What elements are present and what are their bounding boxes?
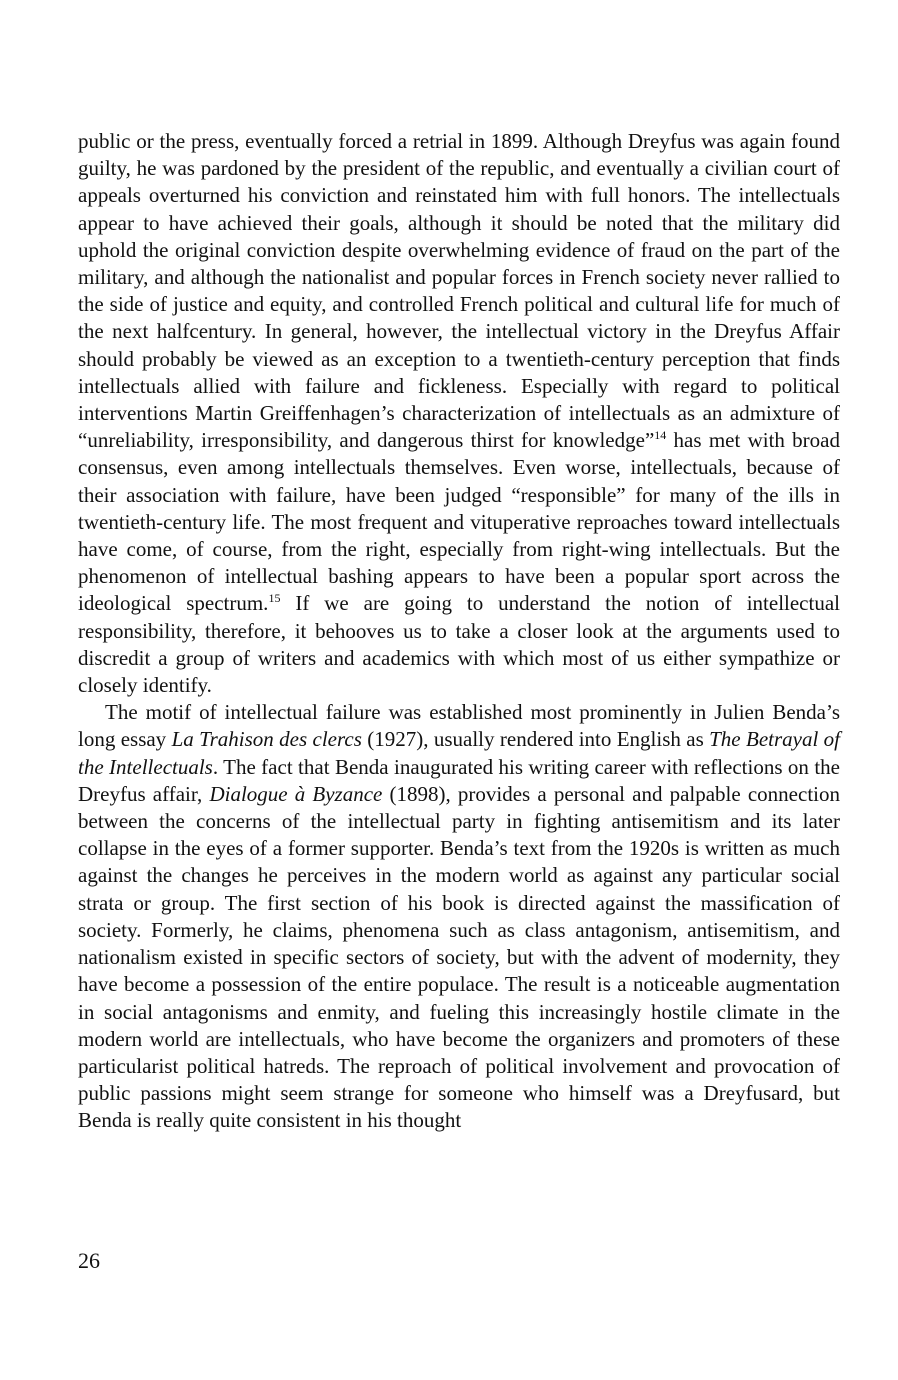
text-run: (1927), usually rendered into English as <box>361 727 710 752</box>
text-run: public or the press, eventually forced a retrial in 1899. Although Dreyfus was again found guilty, he was pardoned by the president of the republic, and eventually a civilian court of appeals overturned his conviction and reinstated him with full honors. The intellectuals appear to have achieved their goals, although it should be noted that the military did uphold the original conviction despite overwhelming evidence of fraud on the part of the military, and although the nationalist and popular forces in French society never rallied to the side of justice and equity, and controlled French political and cultural life for much of the next halfcentury. In general, however, the intellectual victory in the Dreyfus Affair should probably be viewed as an exception to a twentieth-century perception that finds intellectuals allied with failure and fickleness. Especially with regard to political interventions Martin Greiffenhagen’s characterization of intellectuals as an admixture of “unreliability, irresponsibility, and dangerous thirst for knowledge” <box>78 129 840 453</box>
text-run: has met with broad consensus, even among intellectuals themselves. Even worse, intellectuals, because of their association with failure, have been judged “responsible” for many of the ills in twentieth-century life. The most frequent and vituperative reproaches toward intellectuals have come, of course, from the right, especially from right-wing intellectuals. But the phenomenon of intellectual bashing appears to have been a popular sport across the ideological spectrum. <box>78 428 841 616</box>
text-run: The motif of intellectual failure was established most prominently in Julien Benda’s long essay <box>78 700 840 752</box>
body-text <box>78 128 840 1135</box>
text-run: If we are going to understand the notion of intellectual responsibility, therefore, it behooves us to take a closer look at the arguments used to discredit a group of writers and academics with which most of us either sympathize or closely identify. <box>78 591 840 698</box>
book-title-betrayal: The Betrayal of the Intellectuals <box>78 727 840 779</box>
book-title-trahison: La Trahison des clercs <box>171 727 362 752</box>
page-number: 26 <box>78 1248 100 1273</box>
text-run: . The fact that Benda inaugurated his writing career with reflections on the Dreyfus affair, <box>78 754 840 806</box>
text-run: (1898), provides a personal and palpable connection between the concerns of the intellectual party in fighting antisemitism and its later collapse in the eyes of a former supporter. Benda’s text from the 1920s is written as much against the changes he perceives in the modern world as against any particular social strata or group. The first section of his book is directed against the massification of society. Formerly, he claims, phenomena such as class antagonism, antisemitism, and nationalism existed in specific sectors of society, but with the advent of modernity, they have become a possession of the entire populace. The result is a noticeable augmentation in social antagonisms and enmity, and fueling this increasingly hostile climate in the modern world are intellectuals, who have become the organizers and promoters of these particularist political hatreds. The reproach of political involvement and provocation of public passions might seem strange for someone who himself was a Dreyfusard, but Benda is really quite consistent in his thought <box>78 781 840 1133</box>
footnote-ref-15: 15 <box>268 591 281 606</box>
paragraph-continued <box>78 128 840 699</box>
footnote-ref-14: 14 <box>654 428 667 443</box>
paragraph-benda <box>78 699 840 1134</box>
book-title-dialogue: Dialogue à Byzance <box>209 781 383 806</box>
